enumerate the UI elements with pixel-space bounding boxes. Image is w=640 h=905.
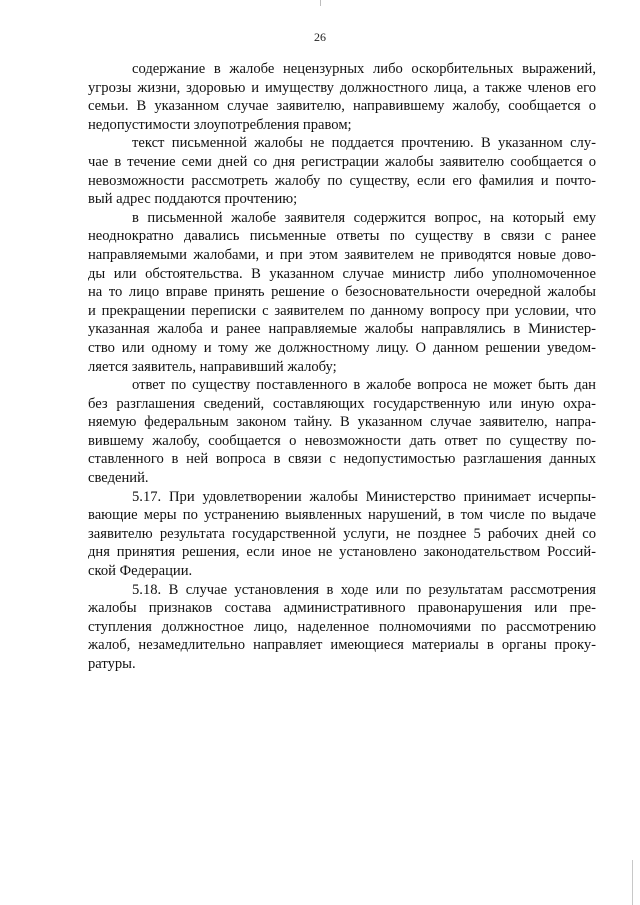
scan-artifact-edge: [632, 860, 633, 905]
paragraph-repeated-question: [88, 209, 596, 376]
text-line: 5.17. При удовлетворении жалобы Министерство принимает исчерпы-: [132, 488, 596, 505]
text-line: и прекращении переписки с заявителем по данному вопросу при условии, что: [88, 302, 596, 319]
text-line: няемую федеральным законом тайну. В указанном случае заявителю, напра-: [88, 414, 596, 431]
text-line: вающие меры по устранению выявленных нарушений, в том числе по выдаче: [88, 507, 596, 524]
text-line: неоднократно давались письменные ответы по существу в связи с ранее: [88, 228, 596, 245]
paragraph-section-5-18: [88, 581, 596, 674]
page-number: 26: [314, 30, 326, 44]
text-line: указанная жалоба и ранее направляемые жалобы направлялись в Министер-: [88, 321, 596, 338]
text-line: на то лицо вправе принять решение о безосновательности очередной жалобы: [88, 284, 596, 301]
text-line: направляемыми жалобами, и при этом заявителем не приводятся новые дово-: [88, 246, 596, 263]
text-line: 5.18. В случае установления в ходе или по результатам рассмотрения: [132, 581, 596, 598]
text-line: угрозы жизни, здоровью и имуществу должностного лица, а также членов его: [88, 79, 596, 96]
text-line: ставленного в ней вопроса в связи с недопустимостью разглашения данных: [88, 451, 596, 468]
text-line: текст письменной жалобы не поддается прочтению. В указанном слу-: [132, 135, 596, 152]
text-line: без разглашения сведений, составляющих государственную или иную охра-: [88, 395, 596, 412]
text-line: ратуры.: [88, 656, 136, 672]
text-line: чае в течение семи дней со дня регистрации жалобы заявителю сообщается о: [88, 153, 596, 170]
text-line: ступления должностное лицо, наделенное полномочиями по рассмотрению: [88, 618, 596, 635]
text-line: ство или одному и тому же должностному лицу. О данном решении уведом-: [88, 339, 596, 356]
text-line: жалоб, незамедлительно направляет имеющиеся материалы в органы проку-: [88, 637, 596, 654]
paragraph-obscene-content: [88, 60, 596, 134]
text-line: содержание в жалобе нецензурных либо оскорбительных выражений,: [132, 61, 596, 77]
text-line: недопустимости злоупотребления правом;: [88, 116, 352, 133]
document-body: [88, 60, 596, 674]
text-line: ды или обстоятельства. В указанном случае министр либо уполномоченное: [88, 265, 596, 282]
text-line: вившему жалобу, сообщается о невозможности дать ответ по существу по-: [88, 432, 596, 449]
paragraph-section-5-17: [88, 488, 596, 581]
text-line: в письменной жалобе заявителя содержится вопрос, на который ему: [132, 209, 596, 226]
text-line: сведений.: [88, 470, 149, 487]
text-line: заявителю результата государственной услуги, не позднее 5 рабочих дней со: [88, 525, 596, 542]
text-line: ляется заявитель, направивший жалобу;: [88, 358, 337, 375]
text-line: жалобы признаков состава административного правонарушения или пре-: [88, 600, 596, 617]
text-line: вый адрес поддаются прочтению;: [88, 191, 298, 208]
text-line: семьи. В указанном случае заявителю, направившему жалобу, сообщается о: [88, 98, 596, 115]
paragraph-unreadable-text: [88, 134, 596, 208]
text-line: дня принятия решения, если иное не установлено законодательством Россий-: [88, 544, 596, 561]
text-line: невозможности рассмотреть жалобу по существу, если его фамилия и почто-: [88, 172, 596, 189]
scan-artifact-top: [320, 0, 321, 6]
text-line: ской Федерации.: [88, 563, 193, 580]
text-line: ответ по существу поставленного в жалобе вопроса не может быть дан: [132, 377, 596, 394]
paragraph-state-secret: [88, 376, 596, 488]
